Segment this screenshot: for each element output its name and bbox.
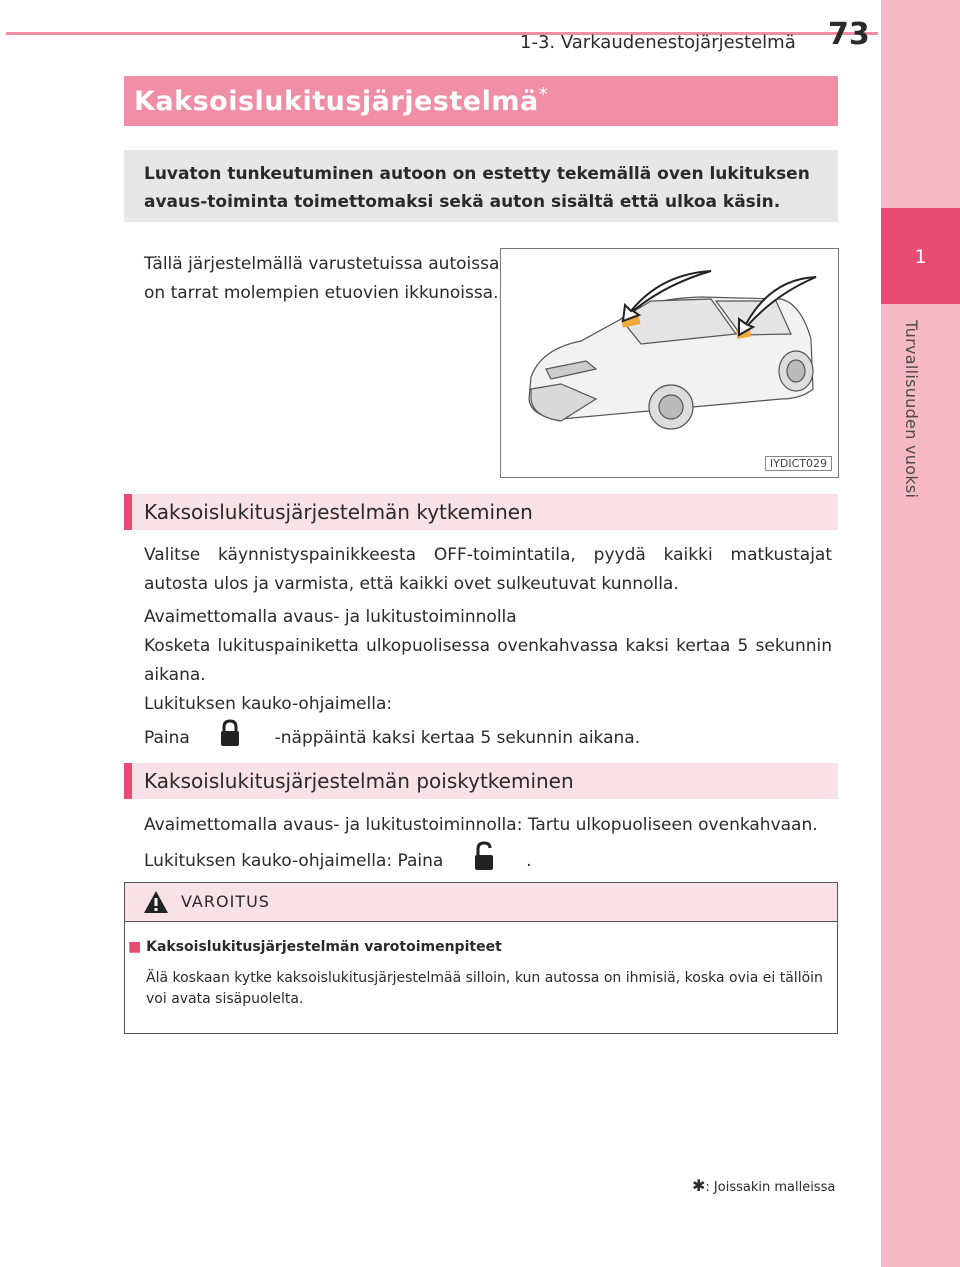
vehicles-line-1: Tällä järjestelmällä varustetuissa autoissa	[144, 254, 500, 274]
chapter-number: 1	[914, 246, 927, 268]
side-strip	[881, 0, 960, 1267]
section-activate-heading: Kaksoislukitusjärjestelmän kytkeminen	[144, 500, 533, 524]
warning-icon	[143, 890, 169, 918]
activate-remote-heading: Lukituksen kauko-ohjaimella:	[144, 694, 393, 714]
section-deactivate-heading: Kaksoislukitusjärjestelmän poiskytkeminen	[144, 769, 574, 793]
figure-label: IYDICT029	[765, 456, 832, 471]
car-illustration-icon	[501, 249, 838, 477]
activate-keyless-text: Kosketa lukituspainiketta ulkopuolisessa ovenkahvassa kaksi kertaa 5 sekunnin aikana.	[144, 636, 832, 685]
square-bullet-icon: ■	[128, 939, 142, 955]
press-before-text: Paina	[144, 728, 190, 748]
warning-item-text: Älä koskaan kytke kaksoislukitusjärjestelmää silloin, kun autossa on ihmisiä, koska ovia ei tällöin voi avata sisäpuolelta.	[146, 970, 823, 1007]
footnote-text: : Joissakin malleissa	[705, 1180, 836, 1195]
warning-item-heading	[128, 939, 502, 955]
intro-text: Luvaton tunkeutuminen autoon on estetty tekemällä oven lukituksen avaus-toiminta toimettomaksi sekä auton sisältä että ulkoa käsin.	[144, 164, 810, 212]
activate-remote-line	[144, 719, 640, 757]
car-figure	[500, 248, 839, 478]
deactivate-line-1: Avaimettomalla avaus- ja lukitustoiminnolla: Tartu ulkopuoliseen ovenkahvaan.	[144, 815, 818, 835]
deactivate-before-text: Lukituksen kauko-ohjaimella: Paina	[144, 851, 444, 871]
chapter-title: Turvallisuuden vuoksi	[902, 320, 921, 499]
lock-icon	[219, 719, 241, 757]
asterisk-icon: ✱	[692, 1176, 706, 1195]
section-activate-bar	[124, 494, 132, 530]
press-after-text: -näppäintä kaksi kertaa 5 sekunnin aikana.	[274, 728, 641, 748]
warning-title: VAROITUS	[181, 892, 270, 911]
section-deactivate-bar	[124, 763, 132, 799]
footnote	[692, 1176, 835, 1195]
page-title	[134, 84, 548, 117]
deactivate-after-text: .	[526, 851, 532, 871]
activate-paragraph-1: Valitse käynnistyspainikkeesta OFF-toimintatila, pyydä kaikki matkustajat autosta ulos ja varmista, että kaikki ovet sulkeutuvat kunnolla.	[144, 545, 832, 594]
unlock-icon	[473, 841, 497, 881]
warning-item-heading-text: Kaksoislukitusjärjestelmän varotoimenpiteet	[146, 939, 502, 955]
page-number: 73	[828, 17, 870, 52]
page-title-text: Kaksoislukitusjärjestelmä	[134, 86, 539, 117]
deactivate-line-2	[144, 841, 532, 881]
title-asterisk: *	[538, 84, 549, 105]
header-section-title: 1-3. Varkaudenestojärjestelmä	[520, 32, 796, 53]
vehicles-line-2: on tarrat molempien etuovien ikkunoissa.	[144, 283, 499, 303]
activate-keyless-heading: Avaimettomalla avaus- ja lukitustoiminnolla	[144, 607, 517, 627]
